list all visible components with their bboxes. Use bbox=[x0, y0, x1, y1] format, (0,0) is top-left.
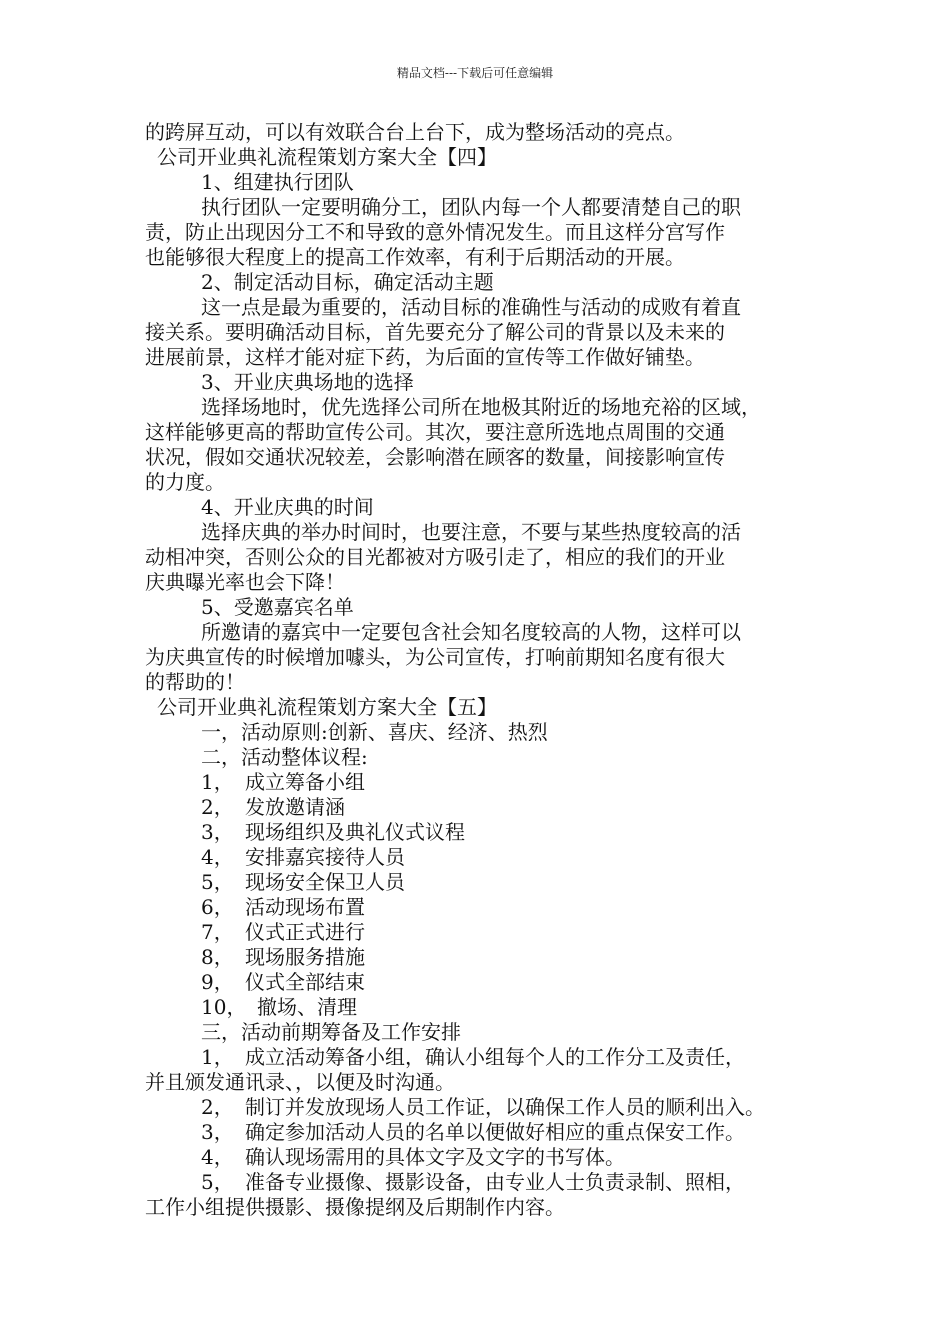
agenda-item-text: 现场服务措施 bbox=[245, 945, 365, 969]
prep-item bbox=[145, 1145, 810, 1170]
agenda-item-text: 现场安全保卫人员 bbox=[245, 870, 405, 894]
paragraph-line: 执行团队一定要明确分工，团队内每一个人都要清楚自己的职 bbox=[201, 195, 741, 219]
paragraph-line: 所邀请的嘉宾中一定要包含社会知名度较高的人物，这样可以 bbox=[201, 620, 741, 644]
prep-title: 三，活动前期筹备及工作安排 bbox=[201, 1020, 461, 1044]
paragraph-line: 动相冲突，否则公众的目光都被对方吸引走了，相应的我们的开业 bbox=[145, 545, 725, 569]
prep-item-text: 确认现场需用的具体文字及文字的书写体。 bbox=[245, 1145, 625, 1169]
paragraph-line: 的力度。 bbox=[145, 470, 225, 494]
agenda-item-text: 发放邀请涵 bbox=[245, 795, 345, 819]
prep-item-number: 2， bbox=[201, 1095, 234, 1119]
paragraph-line: 庆典曝光率也会下降！ bbox=[145, 570, 345, 594]
agenda-item bbox=[145, 920, 810, 945]
paragraph-line: 进展前景，这样才能对症下药，为后面的宣传等工作做好铺垫。 bbox=[145, 345, 705, 369]
agenda-item bbox=[145, 770, 810, 795]
agenda-item-number: 5， bbox=[201, 870, 234, 894]
agenda-item bbox=[145, 820, 810, 845]
prep-item-number: 3， bbox=[201, 1120, 234, 1144]
agenda-item bbox=[145, 845, 810, 870]
agenda-item-text: 活动现场布置 bbox=[245, 895, 365, 919]
prep-item-continuation: 并且颁发通讯录、，以便及时沟通。 bbox=[145, 1070, 455, 1094]
prep-item-number: 5， bbox=[201, 1170, 234, 1194]
paragraph-line: 责，防止出现因分工不和导致的意外情况发生。而且这样分宫写作 bbox=[145, 220, 725, 244]
agenda-item-number: 10， bbox=[201, 995, 247, 1019]
agenda-item bbox=[145, 795, 810, 820]
subheading-3: 3、开业庆典场地的选择 bbox=[201, 370, 414, 394]
agenda-item-number: 4， bbox=[201, 845, 234, 869]
prep-item-continuation: 工作小组提供摄影、摄像提纲及后期制作内容。 bbox=[145, 1195, 565, 1219]
principle-line: 一，活动原则:创新、喜庆、经济、热烈 bbox=[201, 720, 548, 744]
prep-item-text: 确定参加活动人员的名单以便做好相应的重点保安工作。 bbox=[245, 1120, 745, 1144]
paragraph-line: 这一点是最为重要的，活动目标的准确性与活动的成败有着直 bbox=[201, 295, 741, 319]
agenda-item-number: 9， bbox=[201, 970, 234, 994]
agenda-item-text: 撤场、清理 bbox=[257, 995, 357, 1019]
agenda-item-text: 仪式正式进行 bbox=[245, 920, 365, 944]
agenda-item bbox=[145, 945, 810, 970]
paragraph-line: 的跨屏互动，可以有效联合台上台下，成为整场活动的亮点。 bbox=[145, 120, 685, 144]
paragraph-line: 也能够很大程度上的提高工作效率，有利于后期活动的开展。 bbox=[145, 245, 685, 269]
paragraph-line: 接关系。要明确活动目标，首先要充分了解公司的背景以及未来的 bbox=[145, 320, 725, 344]
section-title-4: 公司开业典礼流程策划方案大全【四】 bbox=[157, 145, 497, 169]
prep-item-text: 制订并发放现场人员工作证，以确保工作人员的顺利出入。 bbox=[245, 1095, 765, 1119]
paragraph-line: 为庆典宣传的时候增加噱头，为公司宣传，打响前期知名度有很大 bbox=[145, 645, 725, 669]
agenda-item-number: 3， bbox=[201, 820, 234, 844]
prep-item-number: 4， bbox=[201, 1145, 234, 1169]
agenda-item-number: 8， bbox=[201, 945, 234, 969]
section-title-5: 公司开业典礼流程策划方案大全【五】 bbox=[157, 695, 497, 719]
prep-item bbox=[145, 1170, 810, 1195]
agenda-item bbox=[145, 895, 810, 920]
agenda-item-number: 2， bbox=[201, 795, 234, 819]
agenda-item-number: 1， bbox=[201, 770, 234, 794]
agenda-item-text: 仪式全部结束 bbox=[245, 970, 365, 994]
subheading-2: 2、制定活动目标，确定活动主题 bbox=[201, 270, 494, 294]
agenda-item-text: 成立筹备小组 bbox=[245, 770, 365, 794]
paragraph-line: 状况，假如交通状况较差，会影响潜在顾客的数量，间接影响宣传 bbox=[145, 445, 725, 469]
agenda-item bbox=[145, 870, 810, 895]
prep-item bbox=[145, 1095, 810, 1120]
paragraph-line: 的帮助的！ bbox=[145, 670, 245, 694]
agenda-item-text: 安排嘉宾接待人员 bbox=[245, 845, 405, 869]
prep-item-text: 成立活动筹备小组，确认小组每个人的工作分工及责任， bbox=[245, 1045, 745, 1069]
agenda-item-number: 7， bbox=[201, 920, 234, 944]
paragraph-line: 选择庆典的举办时间时，也要注意，不要与某些热度较高的活 bbox=[201, 520, 741, 544]
agenda-title: 二，活动整体议程: bbox=[201, 745, 368, 769]
prep-item bbox=[145, 1120, 810, 1145]
paragraph-line: 选择场地时，优先选择公司所在地极其附近的场地充裕的区域， bbox=[201, 395, 761, 419]
page-header: 精品文档---下载后可任意编辑 bbox=[396, 66, 554, 80]
agenda-item-text: 现场组织及典礼仪式议程 bbox=[245, 820, 465, 844]
subheading-5: 5、受邀嘉宾名单 bbox=[201, 595, 354, 619]
prep-item-text: 准备专业摄像、摄影设备，由专业人士负责录制、照相， bbox=[245, 1170, 745, 1194]
agenda-item bbox=[145, 995, 810, 1020]
agenda-item bbox=[145, 970, 810, 995]
prep-item bbox=[145, 1045, 810, 1070]
subheading-1: 1、组建执行团队 bbox=[201, 170, 354, 194]
subheading-4: 4、开业庆典的时间 bbox=[201, 495, 374, 519]
paragraph-line: 这样能够更高的帮助宣传公司。其次，要注意所选地点周围的交通 bbox=[145, 420, 725, 444]
agenda-item-number: 6， bbox=[201, 895, 234, 919]
prep-item-number: 1， bbox=[201, 1045, 234, 1069]
document-body bbox=[145, 120, 810, 1220]
